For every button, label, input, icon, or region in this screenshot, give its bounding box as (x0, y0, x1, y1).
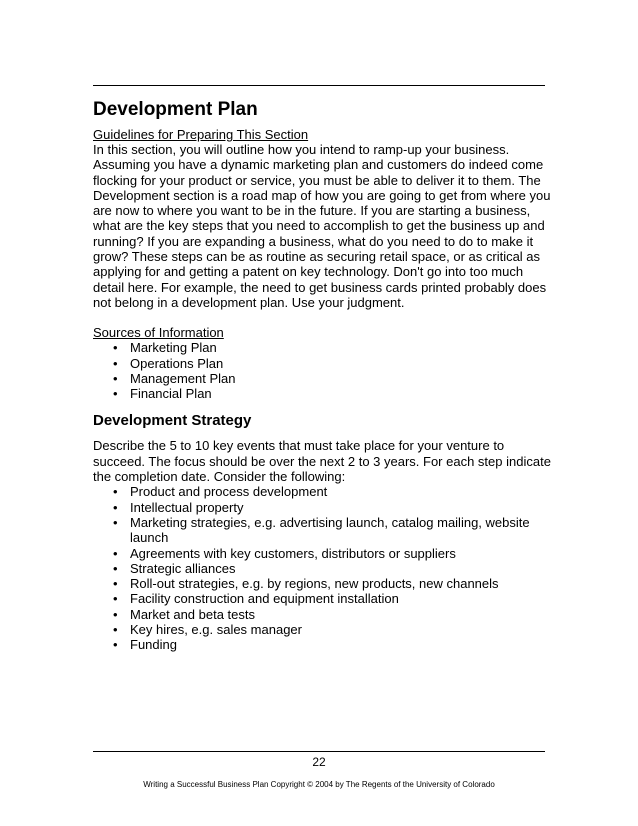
bullet-icon: • (113, 560, 118, 576)
bullet-icon: • (113, 545, 118, 561)
page-title: Development Plan (93, 99, 258, 120)
list-item-text: Market and beta tests (130, 606, 256, 622)
list-item (93, 561, 555, 576)
bullet-icon: • (113, 576, 118, 592)
bullet-icon: • (113, 514, 118, 530)
list-item (93, 371, 555, 386)
list-item-text: Financial Plan (130, 386, 212, 402)
list-item-text: Marketing strategies, e.g. advertising launch, catalog mailing, website launch (130, 514, 530, 546)
bullet-icon: • (113, 370, 118, 386)
list-item-text: Key hires, e.g. sales manager (130, 622, 302, 638)
guidelines-heading: Guidelines for Preparing This Section (93, 127, 309, 142)
header-divider (93, 85, 545, 86)
list-item (93, 546, 555, 561)
list-item-text: Intellectual property (130, 499, 244, 515)
section-title: Development Strategy (93, 412, 252, 430)
list-item (93, 591, 555, 606)
list-item (93, 607, 555, 622)
list-item (93, 622, 555, 637)
list-item-text: Funding (130, 637, 177, 653)
bullet-icon: • (113, 484, 118, 500)
bullet-icon: • (113, 622, 118, 638)
list-item-text: Agreements with key customers, distributors or suppliers (130, 545, 456, 561)
list-item (93, 484, 555, 499)
list-item-text: Marketing Plan (130, 340, 217, 356)
list-item-text: Operations Plan (130, 355, 224, 371)
strategy-list (93, 484, 555, 652)
sources-list (93, 340, 555, 401)
list-item (93, 356, 555, 371)
list-item (93, 515, 555, 546)
list-item-text: Facility construction and equipment installation (130, 591, 399, 607)
list-item (93, 576, 555, 591)
guidelines-paragraph: In this section, you will outline how you intend to ramp-up your business. Assuming you have a dynamic marketing plan and customers do indeed come flocking for your product or service, you must be able to deliver it to them. The Development section is a road map of how you are going to get from where you are now to where you want to be in the future. If you are starting a business, what are the key steps that you need to accomplish to get the business up and running? If you are expanding a business, what do you need to do to make it grow? These steps can be as routine as securing retail space, or as critical as applying for and getting a patent on key technology. Don't go into too much detail here. For example, the need to get business cards printed probably does not belong in a development plan. Use your judgment. (93, 142, 551, 310)
bullet-icon: • (113, 591, 118, 607)
footer-divider (93, 751, 545, 752)
list-item-text: Management Plan (130, 370, 236, 386)
sources-heading: Sources of Information (93, 325, 224, 341)
list-item-text: Roll-out strategies, e.g. by regions, new products, new channels (130, 576, 499, 592)
list-item (93, 637, 555, 652)
bullet-icon: • (113, 355, 118, 371)
bullet-icon: • (113, 340, 118, 356)
list-item-text: Strategic alliances (130, 560, 236, 576)
list-item (93, 386, 555, 401)
list-item (93, 500, 555, 515)
page-number: 22 (312, 755, 326, 769)
bullet-icon: • (113, 499, 118, 515)
copyright-footer: Writing a Successful Business Plan Copyright © 2004 by The Regents of the University of Colorado (143, 780, 495, 789)
document-body (93, 97, 555, 653)
bullet-icon: • (113, 386, 118, 402)
bullet-icon: • (113, 606, 118, 622)
list-item (93, 340, 555, 355)
spacer (93, 310, 555, 325)
list-item-text: Product and process development (130, 484, 328, 500)
strategy-paragraph: Describe the 5 to 10 key events that must take place for your venture to succeed. The focus should be over the next 2 to 3 years. For each step indicate the completion date. Consider the following: (93, 438, 551, 485)
spacer (93, 401, 555, 410)
bullet-icon: • (113, 637, 118, 653)
